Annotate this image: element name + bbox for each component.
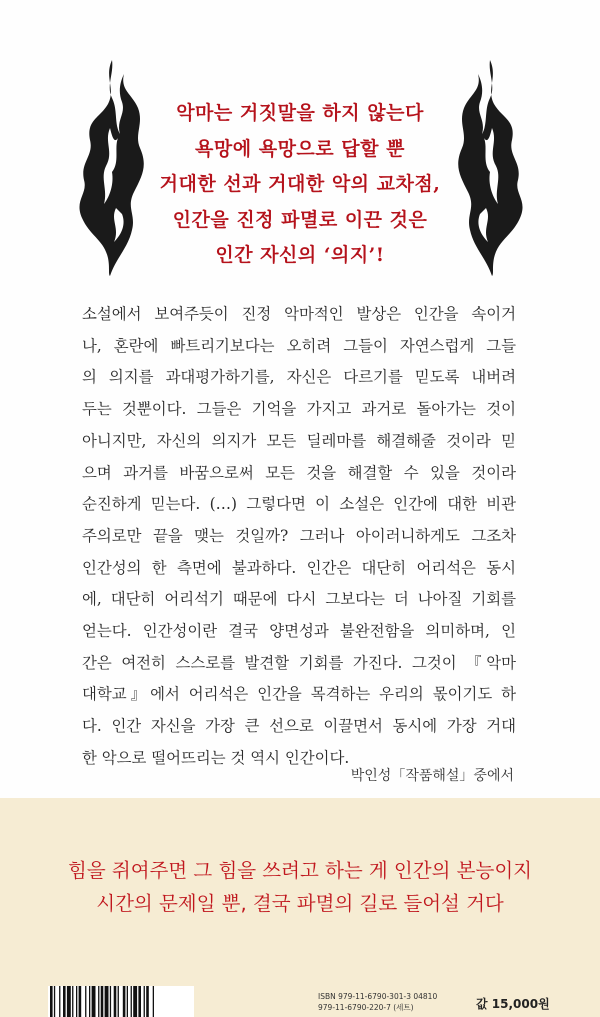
barcode-bar bbox=[67, 986, 71, 1017]
isbn bbox=[318, 991, 437, 1013]
barcode-bars bbox=[48, 986, 194, 1017]
barcode-bar bbox=[133, 986, 137, 1017]
barcode-bar bbox=[146, 986, 149, 1017]
barcode-bar bbox=[105, 986, 109, 1017]
review-excerpt bbox=[82, 299, 516, 775]
tagline-line: 욕망에 욕망으로 답할 뿐 bbox=[195, 137, 405, 160]
isbn-line: 979-11-6790-220-7 (세트) bbox=[318, 1003, 414, 1012]
excerpt-line: 소설에서 보여주듯이 진정 악마적인 발상은 인간을 속이거 bbox=[82, 305, 516, 323]
excerpt-line: 아니지만, 자신의 의지가 모든 딜레마를 해결해줄 것이라 믿 bbox=[82, 431, 516, 450]
barcode-bar bbox=[76, 986, 77, 1017]
barcode-bar bbox=[153, 986, 154, 1017]
isbn-line: ISBN 979-11-6790-301-3 04810 bbox=[318, 992, 438, 1001]
barcode-bar bbox=[59, 986, 60, 1017]
barcode-bar bbox=[54, 986, 55, 1017]
excerpt-line: 간은 여전히 스스로를 발견할 기회를 가진다. 그것이 『악마 bbox=[82, 653, 516, 672]
excerpt-source: 박인성「작품해설」중에서 bbox=[350, 768, 514, 784]
bottom-quote bbox=[0, 854, 600, 920]
excerpt-line: 다. 인간 자신을 가장 큰 선으로 이끌면서 동시에 가장 거대 bbox=[82, 717, 516, 736]
barcode-bar bbox=[85, 986, 86, 1017]
excerpt-line: 한 악으로 떨어뜨리는 것 역시 인간이다. bbox=[82, 748, 350, 767]
barcode-bar bbox=[131, 986, 132, 1017]
barcode-bar bbox=[92, 986, 96, 1017]
barcode-bar bbox=[118, 986, 119, 1017]
excerpt-line: 대학교』에서 어리석은 인간을 목격하는 우리의 몫이기도 하 bbox=[82, 685, 516, 704]
tagline-line: 거대한 선과 거대한 악의 교차점, bbox=[159, 173, 441, 195]
excerpt-line: 인간성의 한 측면에 불과하다. 인간은 대단히 어리석은 동시 bbox=[82, 558, 516, 577]
excerpt-line: 으며 과거를 바꿈으로써 모든 것을 해결할 수 있을 것이라 bbox=[82, 463, 516, 482]
tagline-line: 악마는 거짓말을 하지 않는다 bbox=[176, 102, 424, 124]
barcode-bar bbox=[144, 986, 145, 1017]
barcode-bar bbox=[127, 986, 128, 1017]
excerpt-line: 순진하게 믿는다. (…) 그렇다면 이 소설은 인간에 대한 비관 bbox=[82, 495, 516, 514]
excerpt-line: 의 의지를 과대평가하기를, 자신은 다르기를 믿도록 내버려 bbox=[82, 368, 516, 387]
barcode-bar bbox=[79, 986, 82, 1017]
excerpt-line: 주의로만 끝을 맺는 것일까? 그러나 아이러니하게도 그조차 bbox=[82, 526, 516, 545]
excerpt-line: 에, 대단히 어리석기 때문에 다시 그보다는 더 나아질 기회를 bbox=[82, 590, 516, 609]
excerpt-line: 두는 것뿐이다. 그들은 기억을 가지고 과거로 돌아가는 것이 bbox=[82, 400, 516, 419]
barcode-bar bbox=[110, 986, 111, 1017]
quote-line: 시간의 문제일 뿐, 결국 파멸의 길로 들어설 거다 bbox=[96, 892, 504, 915]
barcode-bar bbox=[89, 986, 90, 1017]
tagline-line: 인간을 진정 파멸로 이끈 것은 bbox=[172, 208, 428, 231]
price: 값 15,000원 bbox=[476, 997, 550, 1011]
back-cover-bottom bbox=[0, 798, 600, 1017]
barcode-bar bbox=[98, 986, 99, 1017]
barcode-bar bbox=[63, 986, 66, 1017]
barcode-bar bbox=[138, 986, 141, 1017]
tagline bbox=[120, 96, 480, 274]
barcode-bar bbox=[72, 986, 73, 1017]
barcode bbox=[48, 986, 194, 1017]
excerpt-line: 얻는다. 인간성이란 결국 양면성과 불완전함을 의미하며, 인 bbox=[82, 622, 516, 641]
tagline-line: 인간 자신의 ‘의지’! bbox=[215, 244, 385, 266]
excerpt-line: 나, 혼란에 빠트리기보다는 오히려 그들이 자연스럽게 그들 bbox=[82, 336, 516, 355]
barcode-bar bbox=[114, 986, 117, 1017]
barcode-bar bbox=[101, 986, 104, 1017]
barcode-bar bbox=[50, 986, 53, 1017]
barcode-bar bbox=[123, 986, 126, 1017]
quote-line: 힘을 쥐여주면 그 힘을 쓰려고 하는 게 인간의 본능이지 bbox=[67, 859, 532, 882]
